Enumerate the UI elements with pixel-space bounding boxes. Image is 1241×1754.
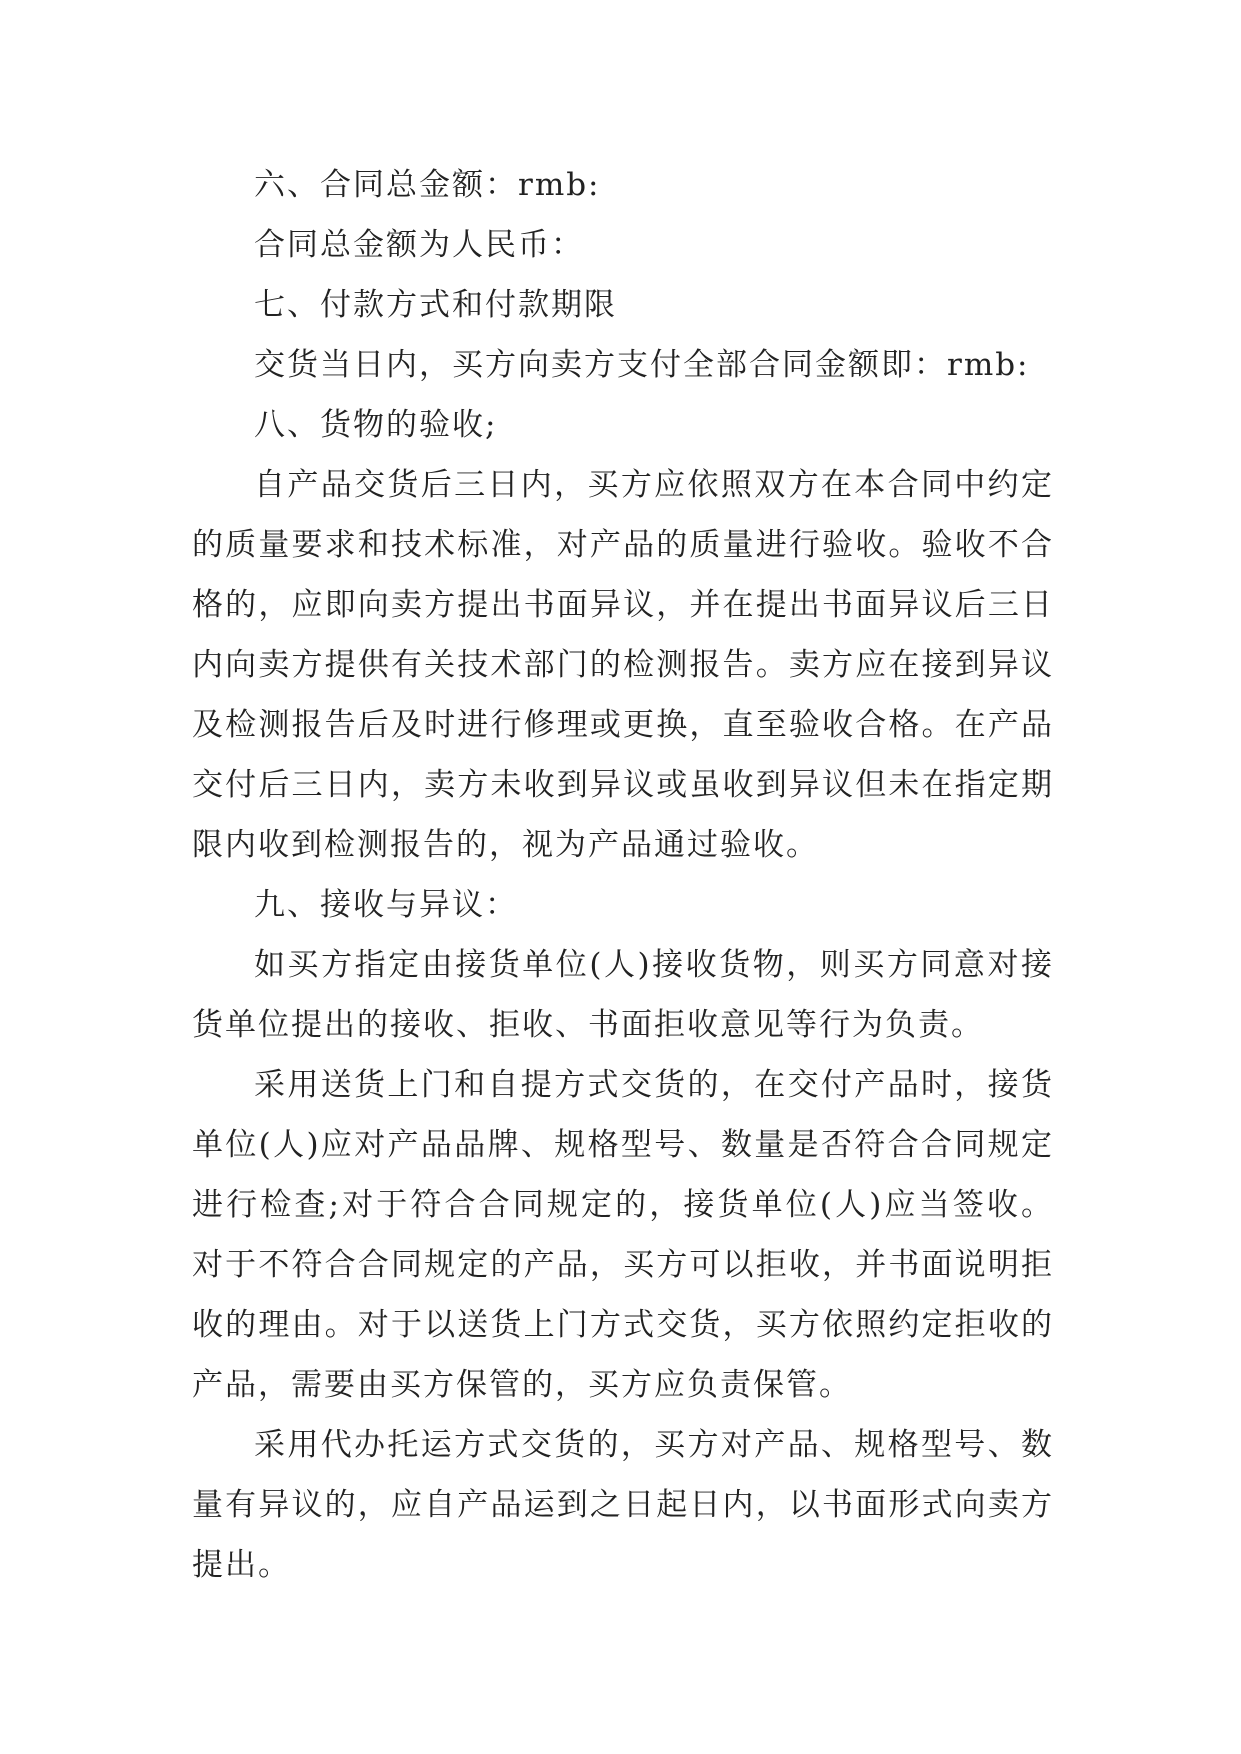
paragraph-acceptance-terms: 自产品交货后三日内，买方应依照双方在本合同中约定的质量要求和技术标准，对产品的质量进行验收。验收不合格的，应即向卖方提出书面异议，并在提出书面异议后三日内向卖方提供有关技术部门的检测报告。卖方应在接到异议及检测报告后及时进行修理或更换，直至验收合格。在产品交付后三日内，卖方未收到异议或虽收到异议但未在指定期限内收到检测报告的，视为产品通过验收。 [192,467,1054,863]
section-heading-payment: 七、付款方式和付款期限 [254,287,617,323]
paragraph-total-amount-rmb: 合同总金额为人民币： [254,227,584,263]
section-heading-total-amount: 六、合同总金额：rmb: [254,167,601,203]
document-body [192,155,1054,1595]
section-heading-receipt-objection: 九、接收与异议： [254,887,518,923]
paragraph-delivery-inspection: 采用送货上门和自提方式交货的，在交付产品时，接货单位(人)应对产品品牌、规格型号、数量是否符合合同规定进行检查;对于符合合同规定的，接货单位(人)应当签收。对于不符合合同规定的产品，买方可以拒收，并书面说明拒收的理由。对于以送货上门方式交货，买方依照约定拒收的产品，需要由买方保管的，买方应负责保管。 [192,1067,1054,1403]
paragraph-consignment-objection: 采用代办托运方式交货的，买方对产品、规格型号、数量有异议的，应自产品运到之日起日内，以书面形式向卖方提出。 [192,1427,1054,1583]
paragraph-payment-terms: 交货当日内，买方向卖方支付全部合同金额即：rmb: [254,347,1030,383]
section-heading-acceptance: 八、货物的验收; [254,407,498,443]
paragraph-designated-receiver: 如买方指定由接货单位(人)接收货物，则买方同意对接货单位提出的接收、拒收、书面拒收意见等行为负责。 [192,947,1054,1043]
